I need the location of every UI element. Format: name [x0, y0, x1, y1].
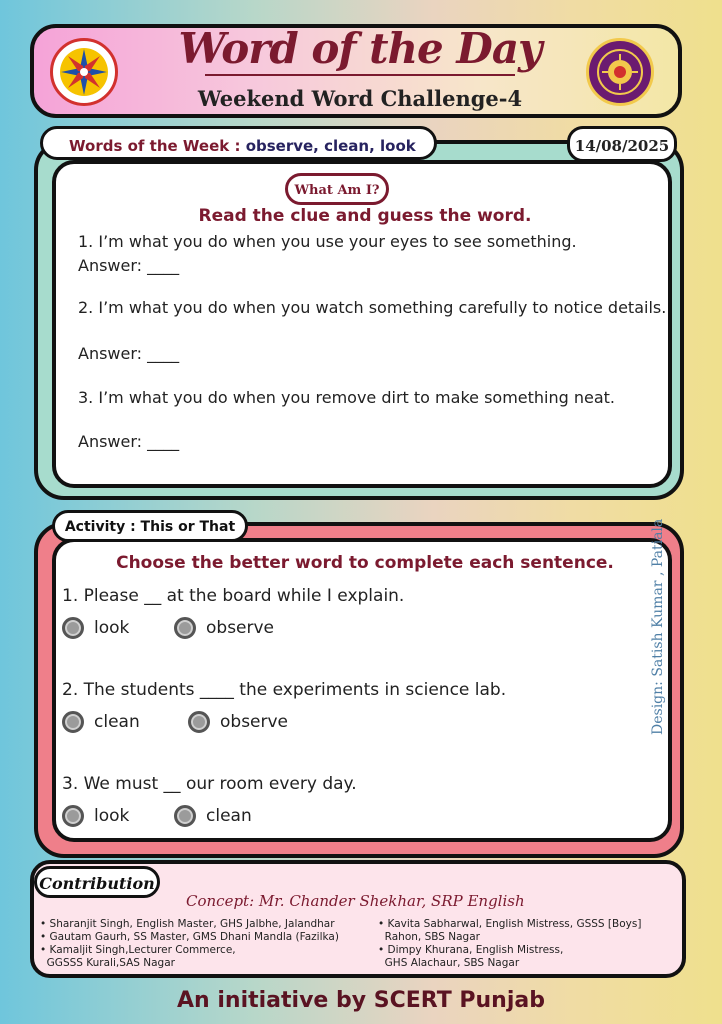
clue-3: 3. I’m what you do when you remove dirt to make something neat. [78, 388, 616, 407]
words-of-week-label: Words of the Week : [69, 137, 241, 155]
title-underline [205, 74, 515, 76]
option-label: look [94, 618, 130, 638]
option-label: clean [206, 806, 252, 826]
riddle-instruction: Read the clue and guess the word. [198, 206, 532, 226]
sentence-2: 2. The students ____ the experiments in science lab. [62, 680, 507, 700]
contributor-line: GGSSS Kurali,SAS Nagar [40, 957, 175, 969]
activity-instruction: Choose the better word to complete each sentence. [116, 553, 614, 573]
page-title: Word of the Day [178, 24, 542, 73]
contributor-line: • Dimpy Khurana, English Mistress, [378, 944, 564, 956]
option-2b[interactable] [188, 711, 288, 733]
design-credit: Design: Satish Kumar , Patiala [650, 518, 666, 735]
contributor-line: • Kavita Sabharwal, English Mistress, GSSS [Boys] [378, 918, 642, 930]
answer-3[interactable]: Answer: ____ [78, 432, 180, 451]
option-label: look [94, 806, 130, 826]
radio-icon[interactable] [62, 805, 84, 827]
option-2a[interactable] [62, 711, 140, 733]
activity-badge: Activity : This or That [52, 510, 248, 542]
option-3a[interactable] [62, 805, 129, 827]
radio-icon[interactable] [62, 711, 84, 733]
option-label: observe [220, 712, 289, 732]
contribution-badge: Contribution [34, 866, 160, 898]
what-am-i-badge: What Am I? [285, 173, 389, 205]
clue-1: 1. I’m what you do when you use your eyes to see something. [78, 232, 577, 251]
clue-2: 2. I’m what you do when you watch something carefully to notice details. [78, 298, 667, 317]
radio-icon[interactable] [174, 617, 196, 639]
option-3b[interactable] [174, 805, 252, 827]
contributor-line: Rahon, SBS Nagar [378, 931, 480, 943]
words-of-week-list: observe, clean, look [245, 137, 416, 155]
option-1a[interactable] [62, 617, 129, 639]
concept-credit: Concept: Mr. Chander Shekhar, SRP English [186, 892, 525, 910]
scert-logo [50, 38, 118, 106]
date-badge: 14/08/2025 [567, 126, 677, 162]
radio-icon[interactable] [188, 711, 210, 733]
contributor-line: • Sharanjit Singh, English Master, GHS Jalbhe, Jalandhar [40, 918, 335, 930]
english-circles-logo [586, 38, 654, 106]
contributor-line: • Gautam Gaurh, SS Master, GMS Dhani Mandla (Fazilka) [40, 931, 339, 943]
option-label: clean [94, 712, 140, 732]
radio-icon[interactable] [174, 805, 196, 827]
sentence-3: 3. We must __ our room every day. [62, 774, 357, 794]
option-1b[interactable] [174, 617, 274, 639]
contributor-line: • Kamaljit Singh,Lecturer Commerce, [40, 944, 236, 956]
contributor-line: GHS Alachaur, SBS Nagar [378, 957, 520, 969]
answer-1[interactable]: Answer: ____ [78, 256, 180, 275]
option-label: observe [206, 618, 275, 638]
words-of-week-badge [40, 126, 437, 160]
answer-2[interactable]: Answer: ____ [78, 344, 180, 363]
page-subtitle: Weekend Word Challenge-4 [197, 86, 523, 111]
sentence-1: 1. Please __ at the board while I explain. [62, 586, 405, 606]
footer-initiative: An initiative by SCERT Punjab [177, 988, 545, 1013]
radio-icon[interactable] [62, 617, 84, 639]
